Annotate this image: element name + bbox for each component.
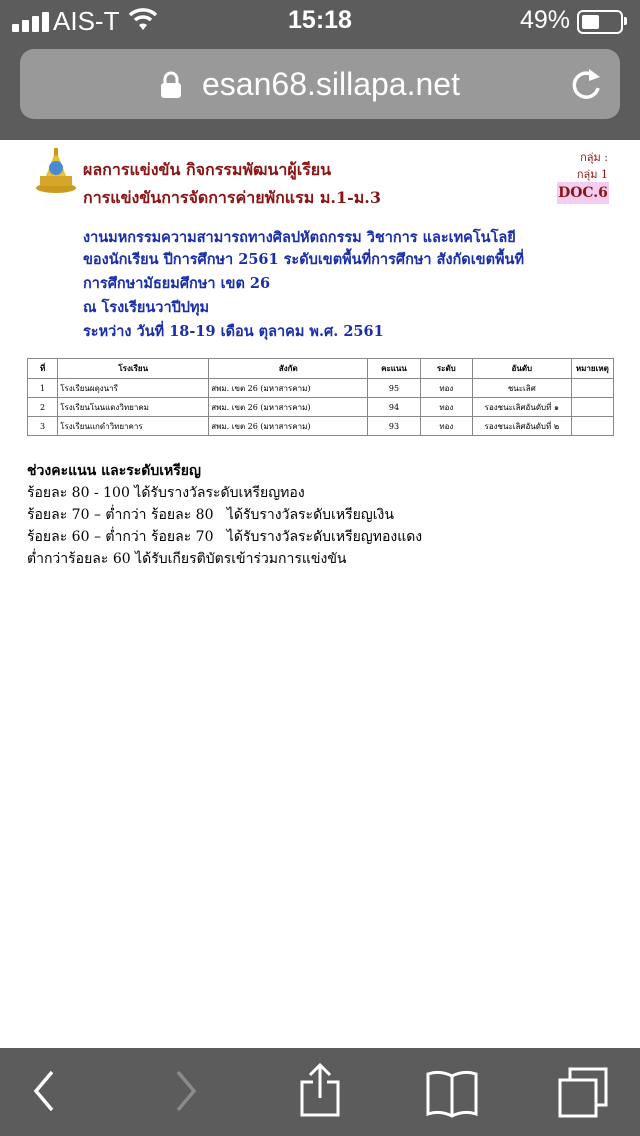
cell-note: [571, 398, 613, 417]
document-page: [0, 140, 640, 1048]
event-line-4: ณ โรงเรียนวาปีปทุม: [83, 299, 210, 316]
tabs-icon[interactable]: [556, 1066, 610, 1120]
cell-level: ทอง: [420, 398, 472, 417]
back-icon[interactable]: [30, 1066, 60, 1116]
browser-toolbar: [0, 1048, 640, 1136]
table-row: [28, 379, 614, 398]
cell-rank: รองชนะเลิศอันดับที่ ๑: [472, 398, 571, 417]
header-level: ระดับ: [420, 359, 472, 379]
status-bar: [0, 0, 640, 44]
header-affiliation: สังกัด: [209, 359, 368, 379]
address-bar[interactable]: [20, 49, 620, 119]
carrier-name: AIS-T: [53, 6, 120, 36]
cell-level: ทอง: [420, 417, 472, 436]
result-title: ผลการแข่งขัน กิจกรรมพัฒนาผู้เรียน: [83, 160, 332, 179]
reload-icon[interactable]: [569, 66, 603, 102]
event-line-2: ของนักเรียน ปีการศึกษา 2561 ระดับเขตพื้นที่การศึกษา สังกัดเขตพื้นที่: [83, 251, 525, 268]
cell-affiliation: สพม. เขต 26 (มหาสารคาม): [209, 379, 368, 398]
criteria-line-1: ร้อยละ 80 - 100 ได้รับรางวัลระดับเหรียญทอง: [27, 485, 305, 501]
cell-rank: รองชนะเลิศอันดับที่ ๒: [472, 417, 571, 436]
url-text[interactable]: esan68.sillapa.net: [202, 66, 460, 102]
cell-note: [571, 417, 613, 436]
criteria-line-2: ร้อยละ 70 – ต่ำกว่า ร้อยละ 80 ได้รับรางวัลระดับเหรียญเงิน: [27, 507, 394, 523]
group-label: กลุ่ม :: [580, 151, 608, 164]
table-row: [28, 417, 614, 436]
cell-affiliation: สพม. เขต 26 (มหาสารคาม): [209, 398, 368, 417]
cell-no: 2: [28, 398, 58, 417]
battery-icon: [577, 10, 623, 34]
results-table: [27, 358, 614, 436]
cell-no: 3: [28, 417, 58, 436]
table-header-row: [28, 359, 614, 379]
cell-no: 1: [28, 379, 58, 398]
clock: 15:18: [288, 6, 352, 34]
competition-title: การแข่งขันการจัดการค่ายพักแรม ม.1-ม.3: [83, 188, 381, 207]
event-line-3: การศึกษามัธยมศึกษา เขต 26: [83, 275, 271, 292]
lock-icon: [160, 71, 182, 99]
cell-rank: ชนะเลิศ: [472, 379, 571, 398]
event-line-1: งานมหกรรมความสามารถทางศิลปหัตถกรรม วิชาการ และเทคโนโลยี: [83, 229, 516, 246]
group-value: กลุ่ม 1: [576, 168, 608, 181]
header-no: ที่: [28, 359, 58, 379]
event-line-5: ระหว่าง วันที่ 18-19 เดือน ตุลาคม พ.ศ. 2561: [83, 323, 384, 340]
cell-note: [571, 379, 613, 398]
doc-badge: DOC.6: [557, 182, 609, 204]
header-rank: อันดับ: [472, 359, 571, 379]
cell-affiliation: สพม. เขต 26 (มหาสารคาม): [209, 417, 368, 436]
criteria-line-3: ร้อยละ 60 – ต่ำกว่า ร้อยละ 70 ได้รับรางวัลระดับเหรียญทองแดง: [27, 529, 423, 545]
share-icon[interactable]: [297, 1062, 343, 1118]
criteria-title: ช่วงคะแนน และระดับเหรียญ: [27, 463, 201, 479]
cell-level: ทอง: [420, 379, 472, 398]
table-row: [28, 398, 614, 417]
header-note: หมายเหตุ: [571, 359, 613, 379]
forward-icon[interactable]: [170, 1066, 200, 1116]
cell-school: โรงเรียนแกดำวิทยาคาร: [58, 417, 209, 436]
cell-score: 93: [368, 417, 420, 436]
cell-score: 95: [368, 379, 420, 398]
emblem-icon: [34, 146, 78, 194]
criteria-line-4: ต่ำกว่าร้อยละ 60 ได้รับเกียรติบัตรเข้าร่วมการแข่งขัน: [27, 551, 347, 567]
bookmarks-icon[interactable]: [424, 1068, 480, 1118]
browser-chrome: [0, 0, 640, 140]
header-school: โรงเรียน: [58, 359, 209, 379]
header-score: คะแนน: [368, 359, 420, 379]
cell-score: 94: [368, 398, 420, 417]
cell-school: โรงเรียนโนนแดงวิทยาคม: [58, 398, 209, 417]
cell-school: โรงเรียนผดุงนารี: [58, 379, 209, 398]
battery-percent: 49%: [520, 6, 571, 34]
battery-tip: [624, 17, 627, 25]
